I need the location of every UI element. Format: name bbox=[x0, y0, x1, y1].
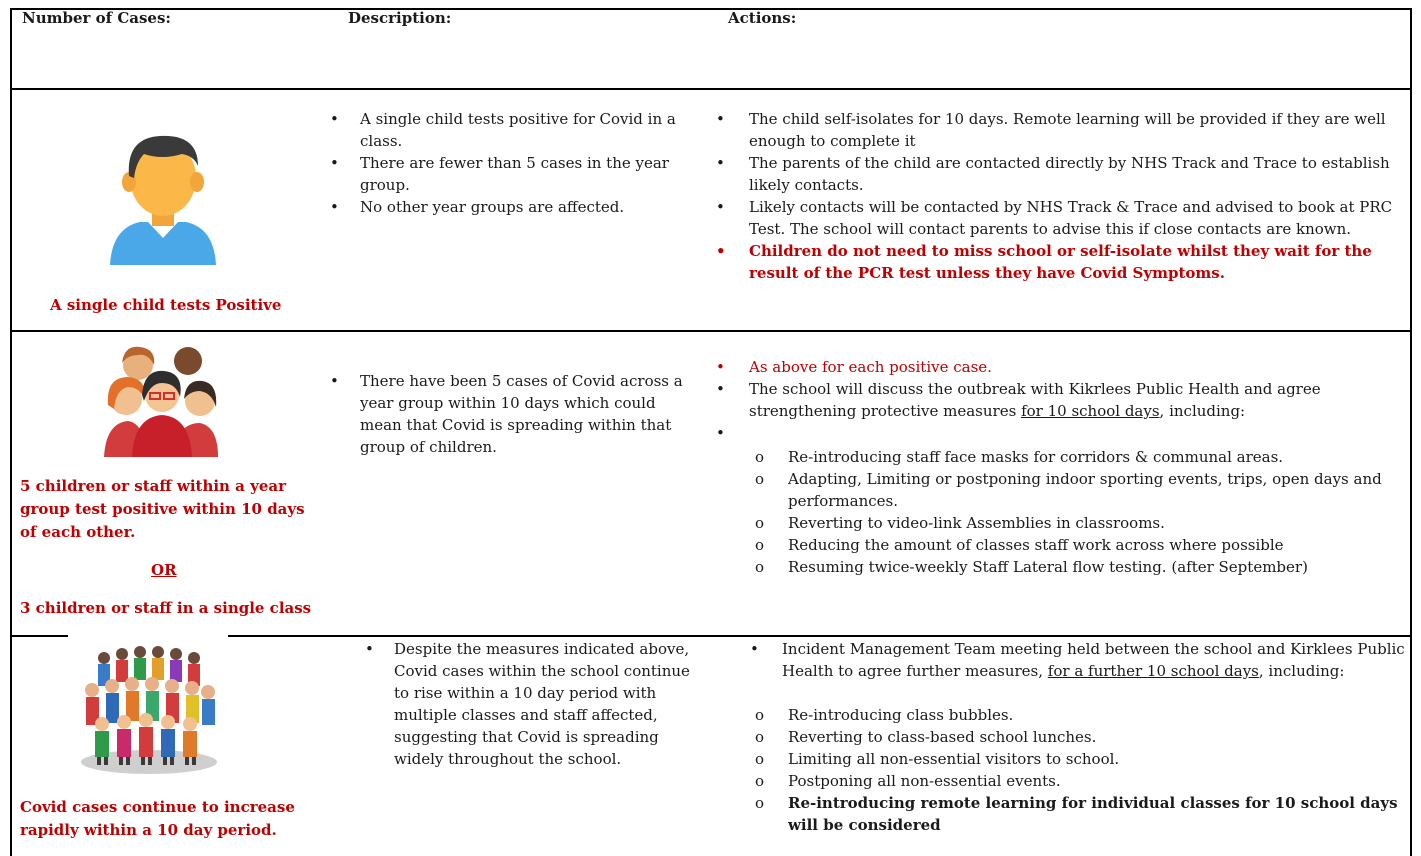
list-item-empty: • bbox=[716, 424, 725, 442]
row3-description-list bbox=[365, 638, 695, 770]
list-item: • No other year groups are affected. bbox=[330, 198, 625, 216]
sub-list-item: o Limiting all non-essential visitors to school. bbox=[755, 750, 1120, 768]
table-border-left bbox=[10, 8, 12, 856]
row3-sub-actions-list bbox=[755, 704, 1405, 836]
sub-list-item: o Resuming twice-weekly Staff Lateral flow testing. (after September) bbox=[755, 558, 1308, 576]
sub-list-item: o Re-introducing class bubbles. bbox=[755, 706, 1014, 724]
list-item: • The child self-isolates for 10 days. Remote learning will be provided if they are well enough to complete it bbox=[716, 110, 1386, 150]
table-border-top bbox=[10, 8, 1412, 10]
row-divider bbox=[10, 88, 1412, 90]
list-item: • Despite the measures indicated above, Covid cases within the school continue to rise within a 10 day period with multiple classes and staff affected, suggesting that Covid is spreading widely throughout the school. bbox=[365, 640, 690, 768]
row-divider bbox=[10, 635, 68, 637]
row2-actions-list bbox=[716, 356, 1406, 444]
sub-list-item: o Reverting to video-link Assemblies in classrooms. bbox=[755, 514, 1165, 532]
list-item: • Likely contacts will be contacted by NHS Track & Trace and advised to book at PRC Test. The school will contact parents to advise this if close contacts are known. bbox=[716, 198, 1393, 238]
row3-actions-list bbox=[750, 638, 1405, 682]
sub-list-item: o Adapting, Limiting or postponing indoor sporting events, trips, open days and performances. bbox=[755, 470, 1382, 510]
sub-list-item: o Reverting to class-based school lunches. bbox=[755, 728, 1097, 746]
sub-list-item: o Re-introducing staff face masks for corridors & communal areas. bbox=[755, 448, 1284, 466]
list-item: • There are fewer than 5 cases in the year group. bbox=[330, 154, 669, 194]
list-item-important: • Children do not need to miss school or self-isolate whilst they wait for the result of the PCR test unless they have Covid Symptoms. bbox=[716, 242, 1372, 282]
crowd-icon bbox=[78, 640, 220, 779]
sub-list-item: o Reducing the amount of classes staff work across where possible bbox=[755, 536, 1284, 554]
increasing-cases-caption: Covid cases continue to increase rapidly within a 10 day period. bbox=[20, 798, 295, 839]
list-item: • Incident Management Team meeting held between the school and Kirklees Public Health to agree further measures, for a further 10 school days, including: bbox=[750, 640, 1405, 680]
row-divider bbox=[228, 635, 1412, 637]
year-group-caption: 5 children or staff within a year group test positive within 10 days of each other. bbox=[20, 477, 305, 541]
list-item: • There have been 5 cases of Covid across a year group within 10 days which could mean that Covid is spreading within that group of children. bbox=[330, 372, 683, 456]
list-item: • A single child tests positive for Covid in a class. bbox=[330, 110, 676, 150]
list-item: • The parents of the child are contacted directly by NHS Track and Trace to establish likely contacts. bbox=[716, 154, 1390, 194]
single-class-caption: 3 children or staff in a single class bbox=[20, 599, 312, 617]
single-child-caption: A single child tests Positive bbox=[50, 296, 282, 314]
sub-list-item: o Postponing all non-essential events. bbox=[755, 772, 1061, 790]
row1-actions-list bbox=[716, 108, 1406, 284]
header-number-of-cases: Number of Cases: bbox=[22, 9, 171, 27]
header-description: Description: bbox=[348, 9, 452, 27]
sub-list-item-important: o Re-introducing remote learning for individual classes for 10 school days will be considered bbox=[755, 794, 1398, 834]
list-item: • As above for each positive case. bbox=[716, 358, 992, 376]
list-item: • The school will discuss the outbreak with Kikrlees Public Health and agree strengthening protective measures for 10 school days, including: bbox=[716, 380, 1321, 420]
row1-description-list bbox=[330, 108, 690, 218]
or-separator: OR bbox=[151, 561, 177, 579]
group-of-people-icon bbox=[104, 343, 218, 461]
single-child-icon bbox=[110, 130, 216, 269]
header-actions: Actions: bbox=[728, 9, 797, 27]
row2-description-list bbox=[330, 370, 690, 458]
table-border-right bbox=[1410, 8, 1412, 856]
row-divider bbox=[10, 330, 1412, 332]
row2-sub-actions-list bbox=[755, 446, 1405, 578]
